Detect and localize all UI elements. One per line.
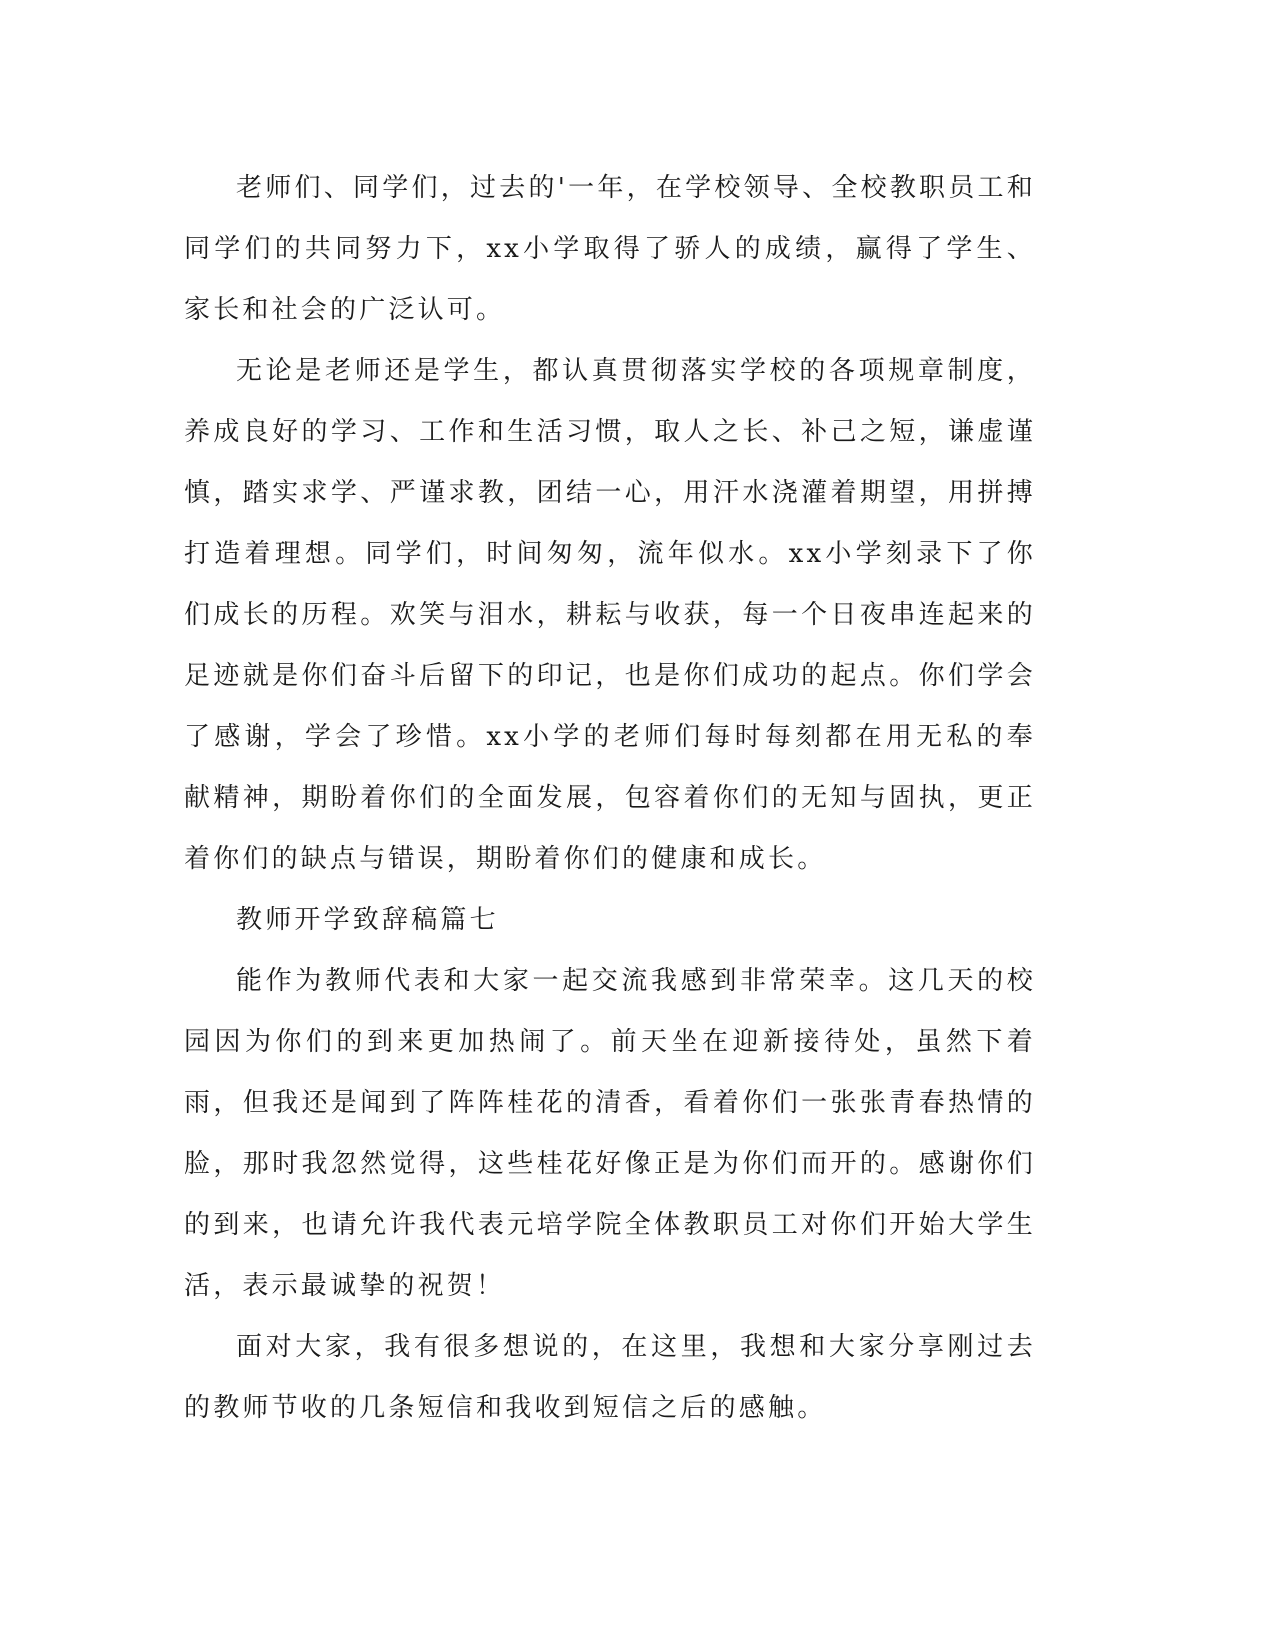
paragraph-welcome: 能作为教师代表和大家一起交流我感到非常荣幸。这几天的校园因为你们的到来更加热闹了。前天坐在迎新接待处，虽然下着雨，但我还是闻到了阵阵桂花的清香，看着你们一张张青春热情的脸，那时我忽然觉得，这些桂花好像正是为你们而开的。感谢你们的到来，也请允许我代表元培学院全体教职员工对你们开始大学生活，表示最诚挚的祝贺！ [184, 966, 1036, 1301]
paragraph-school-life: 无论是老师还是学生，都认真贯彻落实学校的各项规章制度，养成良好的学习、工作和生活习惯，取人之长、补己之短，谦虚谨慎，踏实求学、严谨求教，团结一心，用汗水浇灌着期望，用拼搏打造着理想。同学们，时间匆匆，流年似水。xx小学刻录下了你们成长的历程。欢笑与泪水，耕耘与收获，每一个日夜串连起来的足迹就是你们奋斗后留下的印记，也是你们成功的起点。你们学会了感谢，学会了珍惜。xx小学的老师们每时每刻都在用无私的奉献精神，期盼着你们的全面发展，包容着你们的无知与固执，更正着你们的缺点与错误，期盼着你们的健康和成长。 [184, 356, 1036, 874]
document-body [184, 158, 1036, 1439]
paragraph-intro: 老师们、同学们，过去的'一年，在学校领导、全校教职员工和同学们的共同努力下，xx小学取得了骄人的成绩，赢得了学生、家长和社会的广泛认可。 [184, 173, 1036, 325]
section-heading: 教师开学致辞稿篇七 [236, 905, 499, 935]
paragraph-sharing: 面对大家，我有很多想说的，在这里，我想和大家分享刚过去的教师节收的几条短信和我收到短信之后的感触。 [184, 1332, 1036, 1423]
